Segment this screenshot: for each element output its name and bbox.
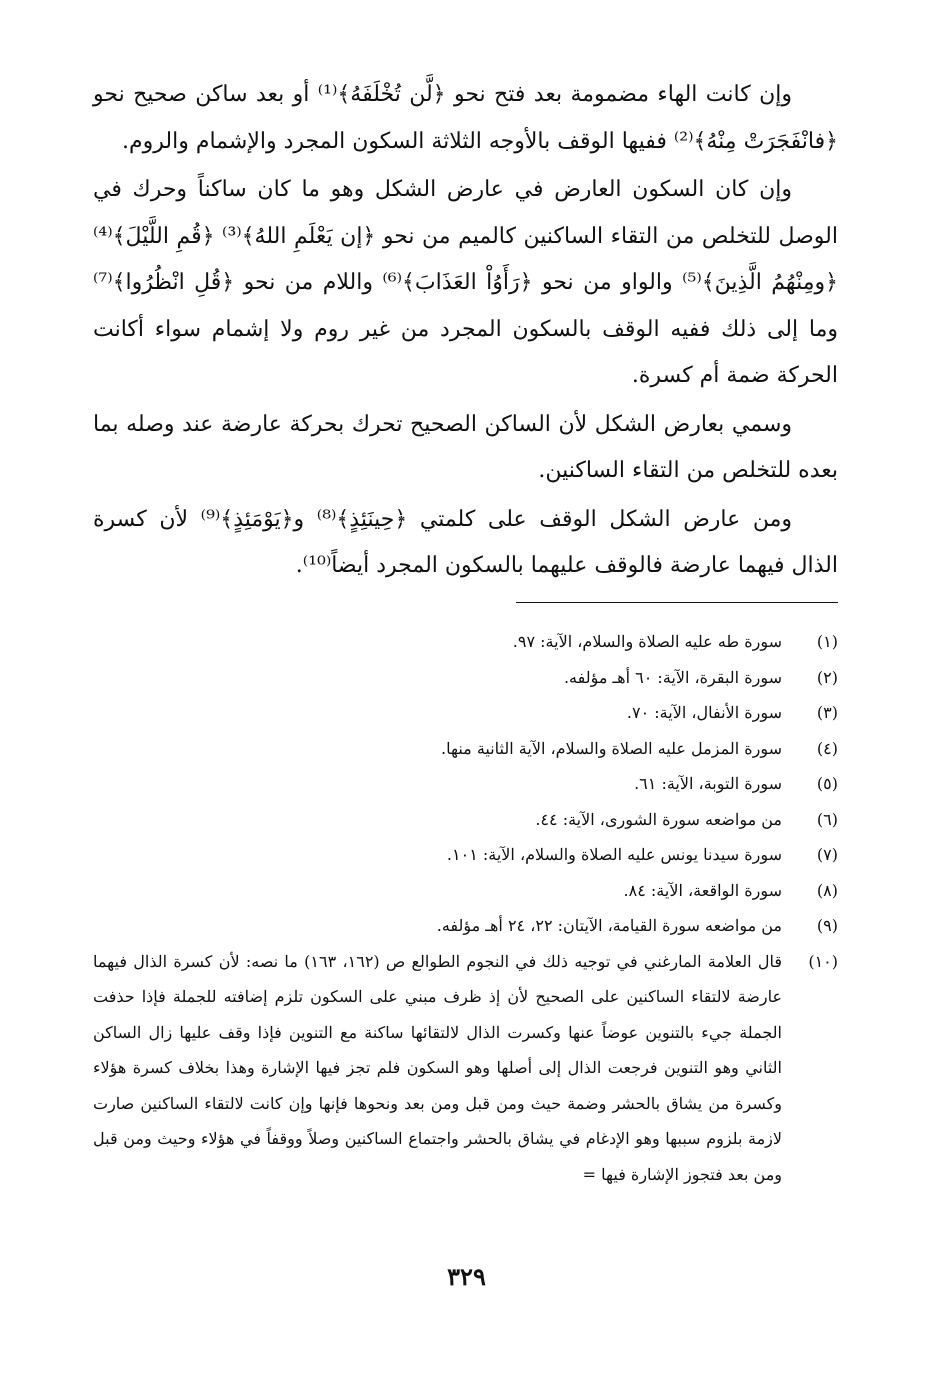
footnote-separator [516, 602, 838, 603]
footnote [93, 837, 838, 873]
footnote-number: (٧) [816, 845, 838, 864]
footnote-number: (٥) [816, 774, 838, 793]
paragraph-2: وإن كان السكون العارض في عارض الشكل وهو ما كان ساكناً وحرك في الوصل للتخلص من التقاء الساكنين كالميم من نحو ﴿إن يَعْلَمِ اللهُ﴾⁽³⁾ ﴿قُمِ اللَّيْلَ﴾⁽⁴⁾ ﴿ومِنْهُمُ الَّذِينَ﴾⁽⁵⁾ والواو من نحو ﴿رَأَوُاْ العَذَابَ﴾⁽⁶⁾ واللام من نحو ﴿قُلِ انْظُرُوا﴾⁽⁷⁾ وما إلى ذلك ففيه الوقف بالسكون المجرد من غير روم ولا إشمام سواء أكانت الحركة ضمة أم كسرة. [93, 177, 839, 388]
footnote [93, 802, 838, 838]
footnote [93, 766, 838, 802]
footnote [93, 873, 838, 909]
footnote-number: (٨) [816, 880, 838, 900]
footnote-number: (٢) [816, 667, 838, 687]
footnote-number: (٦) [816, 809, 838, 829]
footnote [93, 731, 838, 767]
footnote-number: (٩) [816, 916, 838, 935]
footnote-number: (١٠) [808, 951, 838, 971]
paragraph-1: وإن كانت الهاء مضمومة بعد فتح نحو ﴿لَّن تُخْلَفَهُ﴾⁽¹⁾ أو بعد ساكن صحيح نحو ﴿فانْفَجَرَتْ مِنْهُ﴾⁽²⁾ ففيها الوقف بالأوجه الثلاثة السكون المجرد والإشمام والروم. [93, 82, 838, 154]
main-text [93, 72, 838, 590]
footnotes [93, 624, 838, 1192]
footnote-text: سورة طه عليه الصلاة والسلام، الآية: ٩٧. [512, 632, 782, 651]
footnote-text: من مواضعه سورة القيامة، الآيتان: ٢٢، ٢٤ أهـ مؤلفه. [436, 916, 782, 935]
footnote-text: سورة المزمل عليه الصلاة والسلام، الآية الثانية منها. [441, 738, 782, 758]
footnote [93, 908, 838, 944]
footnote-number: (٤) [816, 738, 838, 758]
footnote-text: سورة الأنفال، الآية: ٧٠. [626, 703, 782, 722]
paragraph-3: وسمي بعارض الشكل لأن الساكن الصحيح تحرك بحركة عارضة عند وصله بما بعده للتخلص من التقاء الساكنين. [93, 411, 838, 483]
footnote-number: (٣) [816, 703, 838, 722]
footnote [93, 660, 838, 696]
footnote [93, 944, 838, 1193]
footnote-text: سورة الواقعة، الآية: ٨٤. [623, 880, 782, 900]
page-number: ٣٢٩ [447, 1262, 486, 1291]
footnote [93, 624, 838, 660]
footnote-text: من مواضعه سورة الشورى، الآية: ٤٤. [535, 809, 782, 829]
footnote-text: سورة سيدنا يونس عليه الصلاة والسلام، الآية: ١٠١. [446, 845, 782, 864]
footnote [93, 695, 838, 731]
footnote-number: (١) [816, 632, 838, 651]
footnote-text: سورة التوبة، الآية: ٦١. [634, 774, 782, 793]
paragraph-4: ومن عارض الشكل الوقف على كلمتي ﴿حِينَئِذٍ﴾⁽⁸⁾ و﴿يَوْمَئِذٍ﴾⁽⁹⁾ لأن كسرة الذال فيهما عارضة فالوقف عليهما بالسكون المجرد أيضاً⁽¹⁰⁾. [93, 506, 838, 578]
footnote-text: قال العلامة المارغني في توجيه ذلك في النجوم الطوالع ص (١٦٢، ١٦٣) ما نصه: لأن كسرة الذال فيهما عارضة لالتقاء الساكنين على الصحيح لأن إذ ظرف مبني على السكون تلزم إضافته للجملة فإذا حذفت الجملة جيء بالتنوين عوضاً عنها وكسرت الذال لالتقائها ساكنة مع التنوين فإذا وقف عليها زال الساكن الثاني وهو التنوين فرجعت الذال إلى أصلها وهو السكون فلم تجز فيها الإشارة وهذا بخلاف كسرة هؤلاء وكسرة من يشاق بالحشر وضمة حيث ومن قبل ومن بعد ونحوها فإنها وإن كانت لالتقاء الساكنين صارت لازمة بلزوم سببها وهو الإدغام في يشاق بالحشر واجتماع الساكنين وصلاً ووقفاً في هؤلاء وحيث ومن قبل ومن بعد فتجوز الإشارة فيها = [93, 951, 783, 1184]
footnote-text: سورة البقرة، الآية: ٦٠ أهـ مؤلفه. [563, 667, 782, 687]
